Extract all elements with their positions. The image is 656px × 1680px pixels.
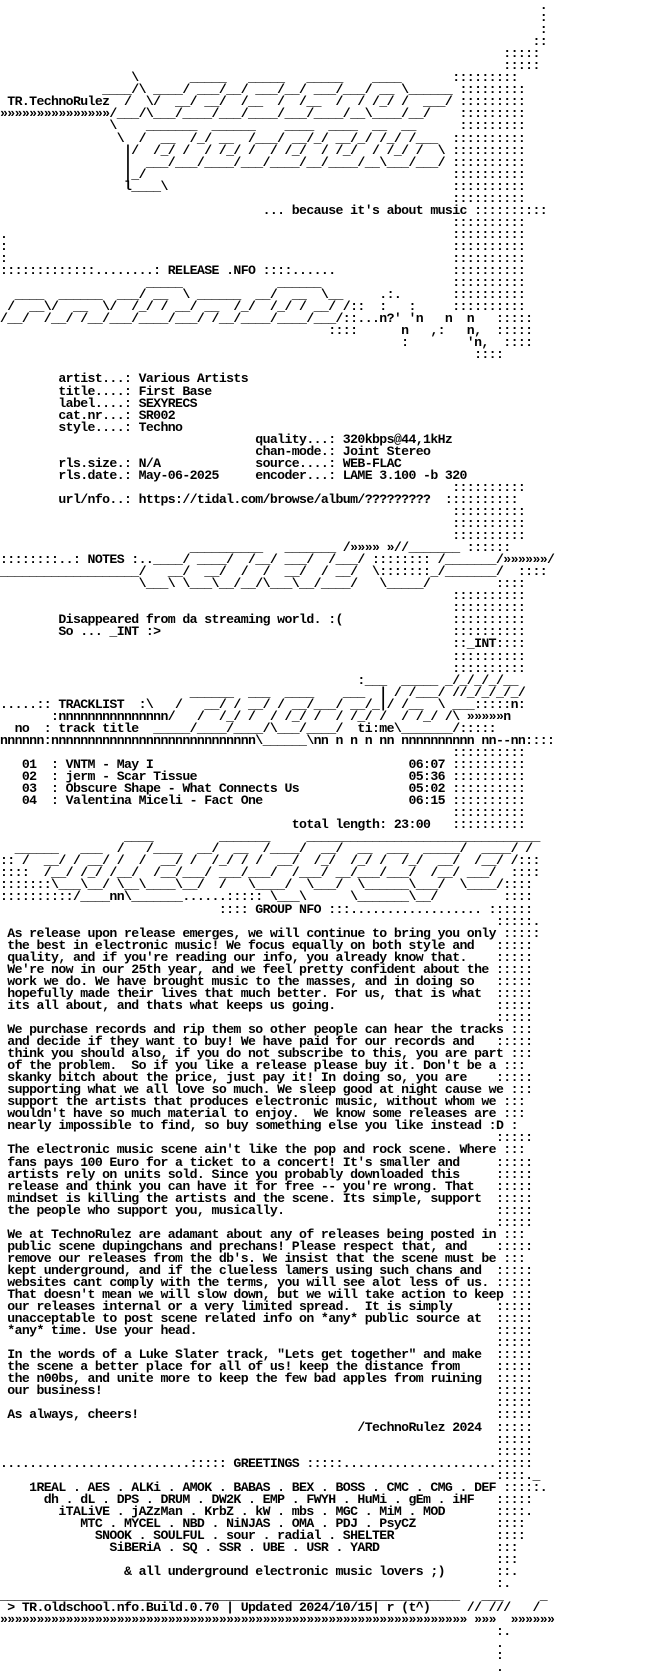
nfo-line: As release upon release emerges, we will continue to bring you only ::::: [0, 925, 540, 941]
nfo-line: |/ /_/ / / /_/ / / /_/ / /_/ / /_/ / \ :::::::::: [0, 142, 526, 158]
nfo-line: our business! ::::: [0, 1383, 533, 1399]
nfo-line: _______________________________________________________________ ___ _ [0, 1588, 548, 1604]
nfo-line: We purchase records and rip them so other people can hear the tracks ::: [0, 1021, 533, 1037]
nfo-line: ::::::::..: NOTES :..____/ ____/ /__/ ___/ /___/ :::::::: /_______/»»»»»»/ [0, 552, 555, 568]
nfo-line: __________ _______ /»»»» »//_______ :::::: [0, 540, 511, 556]
nfo-line: l____\ :::::::::: [0, 178, 526, 194]
nfo-line: /__/ /__/ /__/___/____/___/ /__/____/____/___/::...n?' 'n n n ::::: [0, 311, 533, 327]
nfo-line: title....: First Base [0, 383, 212, 399]
nfo-line: :::::::::: [0, 528, 526, 544]
nfo-line: ..........................::::: GREETINGS :::::.....................::::: [0, 1455, 533, 1471]
nfo-line: ::::: [0, 1130, 533, 1146]
nfo-line: : :::::::::: [0, 250, 526, 266]
nfo-line: rls.size.: N/A source....: WEB-FLAC [0, 455, 402, 471]
nfo-line: label....: SEXYRECS [0, 395, 197, 411]
nfo-line: So ... _INT :> :::::::::: [0, 624, 526, 640]
nfo-line: ____ ______ ___/ __ \ ______ __/ __ \__ .:. :::::::::: [0, 287, 526, 303]
nfo-line: mindset is killing the artists and the scene. Its simple, support ::::: [0, 1190, 533, 1206]
nfo-line: & all underground electronic music lovers ;) ::. [0, 1564, 518, 1580]
nfo-line: ______ ___ ____ ___ | / /___/ //_/_/_/_/ [0, 684, 526, 700]
nfo-line: > TR.oldschool.nfo.Build.0.70 | Updated 2024/10/15| r (t^) // /// / [0, 1600, 540, 1616]
nfo-line: »»»»»»»»»»»»»»»/___/\___/____/___/____/___/____/__\____/__/ ::::::::: [0, 106, 526, 122]
nfo-line: ::::._ [0, 1467, 540, 1483]
nfo-line: :::::::::: [0, 588, 526, 604]
nfo-line: :. [0, 1576, 511, 1592]
nfo-line: | ___/___/____/___/____/__/____/__\___/___/ :::::::::: [0, 154, 526, 170]
nfo-line: :nnnnnnnnnnnnnnn/ / /_/ / / /_/ / / /_/ / / /_/ /\ »»»»»n [0, 708, 511, 724]
nfo-line: work we do. We have brought music to the masses, and in doing so ::::: [0, 973, 533, 989]
nfo-line: and decide if they want to buy! We have paid for our records and ::::: [0, 1034, 533, 1050]
nfo-line: its all about, and thats what keeps us going. ::::: [0, 997, 533, 1013]
nfo-line: ::::: [0, 1009, 533, 1025]
nfo-line: hopefully made their lives that much better. For us, that is what ::::: [0, 985, 533, 1001]
nfo-line: SNOOK . SOULFUL . sour . radial . SHELTER :::: [0, 1527, 526, 1543]
nfo-line: ___________________/ __/ __/ / / __/ / __/ \:::::::_/_______/ :::: [0, 564, 548, 580]
nfo-line: nearly impossible to find, so buy something else you like instead :D : [0, 1118, 518, 1134]
nfo-line: The electronic music scene ain't like the pop and rock scene. Where ::: [0, 1142, 526, 1158]
nfo-line: Disappeared from da streaming world. :( :::::::::: [0, 612, 526, 628]
nfo-line: _____ ______ :::::::::: [0, 275, 526, 291]
nfo-line: our releases internal or a very limited spread. It is simply ::::: [0, 1299, 533, 1315]
nfo-line: MTC . MYCEL . NBD . NiNJAS . OMA . PDJ . PsyCZ :::: [0, 1515, 526, 1531]
nfo-line: :::::::::: [0, 660, 526, 676]
nfo-line: : [0, 10, 548, 26]
nfo-line: In the words of a Luke Slater track, "Lets get together" and make ::::: [0, 1347, 533, 1363]
nfo-line: release and think you can have it for free -- you're wrong. That ::::: [0, 1178, 533, 1194]
nfo-line: the scene a better place for all of us! keep the distance from ::::: [0, 1359, 533, 1375]
nfo-line: : :::::::::: [0, 238, 526, 254]
nfo-line: :::: GROUP NFO :::.................. :::::: [0, 901, 533, 917]
nfo-line: . [0, 1636, 504, 1652]
nfo-line: style....: Techno [0, 419, 183, 435]
nfo-line: .....:: TRACKLIST :\ / __/ / __/ / __/___/ __/_|/ /__ \ ___:::::n: [0, 696, 526, 712]
nfo-line: . [0, 0, 548, 13]
nfo-line: cat.nr...: SR002 [0, 407, 176, 423]
nfo-line: :::::. [0, 913, 540, 929]
nfo-line: |_/ :::::::::: [0, 166, 526, 182]
nfo-line: public scene dupingchans and prechans! Please respect that, and ::::: [0, 1238, 533, 1254]
nfo-line: We at TechnoRulez are adamant about any of releases being posted in ::: [0, 1226, 526, 1242]
nfo-line: . [0, 1660, 504, 1676]
nfo-line: :::::::::::::........: RELEASE .NFO ::::...... :::::::::: [0, 263, 526, 279]
nfo-line: :___ _____ _/_/_/_/__ [0, 672, 518, 688]
nfo-line: :::::::::: [0, 214, 526, 230]
nfo-line: TR.TechnoRulez / \/ __/ __/ /__ / /__ / / /_/ / ___/ ::::::::: [0, 94, 526, 110]
nfo-line: artists rely on units sold. Since you probably downloaded this ::::: [0, 1166, 533, 1182]
nfo-line: ::::: [0, 58, 540, 74]
nfo-line: :::: n ,: n, ::::: [0, 323, 533, 339]
nfo-line: fans pays 100 Euro for a ticket to a concert! It's smaller and ::::: [0, 1154, 533, 1170]
nfo-line: ____/\ ____/ ___/__/ ___/__/ ___/___/ __ \______ ::::::::: [0, 82, 526, 98]
nfo-line: :::::::::: [0, 744, 526, 760]
nfo-line: ::::: [0, 1431, 533, 1447]
nfo-line: :::::::::: [0, 503, 526, 519]
nfo-line: quality...: 320kbps@44,1kHz [0, 431, 453, 447]
nfo-line: *any* time. Use your head. ::::: [0, 1323, 533, 1339]
nfo-line: :. [0, 1624, 511, 1640]
nfo-line: : [0, 1648, 504, 1664]
nfo-line: artist...: Various Artists [0, 371, 248, 387]
nfo-line: \___\ \___\__/__/\___\__/____/ \_____/ :::: [0, 576, 526, 592]
nfo-line: dh . dL . DPS . DRUM . DW2K . EMP . FWYH . HuMi . gEm . iHF ::::: [0, 1491, 533, 1507]
nfo-line: url/nfo..: https://tidal.com/browse/album/????????? :::::::::: [0, 491, 518, 507]
nfo-line: support the artists that produces electronic music, without whom we ::: [0, 1094, 526, 1110]
nfo-line: ... because it's about music :::::::::: [0, 202, 548, 218]
nfo-line: We're now in our 25th year, and we feel pretty confident about the ::::: [0, 961, 533, 977]
nfo-line: skanky bitch about the price, just pay it! In doing so, you are ::::: [0, 1070, 533, 1086]
nfo-line: :::::::::: [0, 648, 526, 664]
nfo-line: :::::::::: [0, 805, 526, 821]
nfo-line: : 'n, :::: [0, 335, 533, 351]
nfo-line: :::::::::: [0, 190, 526, 206]
nfo-line: \ _____ _____ _____ ____ ::::::::: [0, 70, 518, 86]
nfo-line: ____ _______ ________________________________ [0, 829, 540, 845]
nfo-line: :::::::::: [0, 600, 526, 616]
nfo-line: 02 : jerm - Scar Tissue 05:36 :::::::::: [0, 769, 526, 784]
nfo-line: :::: /__/ /_/ /__/ /__/___/ ___/___/ /___/ __/___/___/ /__/ ___/ :::: [0, 865, 540, 881]
nfo-line: wouldn't have so much material to enjoy. We know some releases are ::: [0, 1106, 526, 1122]
nfo-line: the best in electronic music! We focus equally on both style and ::::: [0, 937, 533, 953]
nfo-line: ::_INT:::: [0, 636, 526, 652]
nfo-line: ::::: [0, 1214, 533, 1230]
nfo-line: \ / __ /_/ __ /___/ __/_/ __/_/ /_/ /___ :::::::::: [0, 130, 526, 146]
nfo-line: ______ ___ / /____ __/ __ /____/ __/ __ ___ _____/ ____/ / [0, 841, 533, 857]
nfo-line: chan-mode.: Joint Stereo [0, 443, 431, 459]
nfo-line: :::: [0, 347, 504, 363]
nfo-line: /TechnoRulez 2024 ::::: [0, 1419, 533, 1435]
nfo-line: think you should also, if you do not subscribe to this, you are part ::: [0, 1046, 533, 1062]
nfo-line: websites cant comply with the terms, you will see alot less of us. ::::: [0, 1274, 533, 1290]
nfo-line: nnnnnn:nnnnnnnnnnnnnnnnnnnnnnnnnnnn\______\nn n n n nn nnnnnnnnnn nn--nn:::: [0, 732, 555, 748]
nfo-line: . :::::::::: [0, 226, 526, 242]
nfo-line: ::::: [0, 1395, 533, 1411]
nfo-line: : [0, 22, 548, 38]
nfo-line: quality, and if you're reading our info, you already know that. ::::: [0, 949, 533, 965]
nfo-line: ::::: [0, 46, 540, 62]
nfo-line: supporting what we all love so much. We sleep good at night cause we ::: [0, 1082, 533, 1098]
nfo-line: ::::: [0, 1335, 533, 1351]
nfo-line: That doesn't mean we will slow down, but we will take action to keep ::: [0, 1287, 533, 1303]
nfo-line: ::::::::::/____nn\_______......::::: \___\ \_______\__/ :::: [0, 889, 533, 905]
nfo-line: :: [0, 34, 548, 50]
nfo-line: 01 : VNTM - May I 06:07 :::::::::: [0, 756, 526, 772]
nfo-line: \ _______ ______ ____ ____ __ __ ::::::::: [0, 118, 526, 134]
nfo-line: :: / __/ / __/ / / __/ / /_/ / / __/ /_/ /_/ / /_/ __/ /__/ /::: [0, 853, 540, 869]
nfo-line: total length: 23:00 :::::::::: [0, 817, 526, 833]
nfo-line: ::: [0, 1552, 518, 1568]
nfo-line: / __\/ __ \/ /_/ / __/ __ /_/ /_/ / __/ /:: : : :::::::::: [0, 299, 526, 315]
nfo-line: As always, cheers! ::::: [0, 1407, 533, 1423]
nfo-line: the n00bs, and unite more to keep the few bad apples from ruining ::::: [0, 1371, 533, 1387]
nfo-line: iTALiVE . jAZzMan . KrbZ . kW . mbs . MGC . MiM . MOD ::::. [0, 1503, 533, 1519]
nfo-line: 03 : Obscure Shape - What Connects Us 05:02 :::::::::: [0, 781, 526, 797]
nfo-line: :::::::::: [0, 516, 526, 532]
nfo-line: 04 : Valentina Miceli - Fact One 06:15 :::::::::: [0, 793, 526, 809]
nfo-line: unacceptable to post scene related info on *any* public source at ::::: [0, 1311, 533, 1327]
nfo-line: :::::::\___\__/ \__\____\__/ / \____/ \___/ \______\___/ \____/:::: [0, 877, 533, 893]
nfo-line: ::::: [0, 1443, 533, 1459]
nfo-line: »»»»»»»»»»»»»»»»»»»»»»»»»»»»»»»»»»»»»»»»»»»»»»»»»»»»»»»»»»»»»»»» »»» »»»»»» [0, 1612, 555, 1628]
nfo-line: no : track title _____/____/____/\___/____/ ti:me\_______/::::: [0, 720, 496, 736]
nfo-line: kept underground, and if the clueless lamers using such chans and ::::: [0, 1262, 533, 1278]
nfo-line: SiBERiA . SQ . SSR . UBE . USR . YARD ::: [0, 1540, 518, 1555]
nfo-line: 1REAL . AES . ALKi . AMOK . BABAS . BEX . BOSS . CMC . CMG . DEF :::::. [0, 1479, 548, 1495]
nfo-line: :::::::::: [0, 479, 526, 495]
nfo-line: rls.date.: May-06-2025 encoder...: LAME 3.100 -b 320 [0, 467, 467, 483]
nfo-line: the people who support you, musically. ::::: [0, 1202, 533, 1218]
nfo-line: remove our releases from the db's. We insist that the scene must be ::: [0, 1250, 526, 1266]
nfo-line: of the problem. So if you like a release please buy it. Don't be a ::: [0, 1058, 526, 1074]
